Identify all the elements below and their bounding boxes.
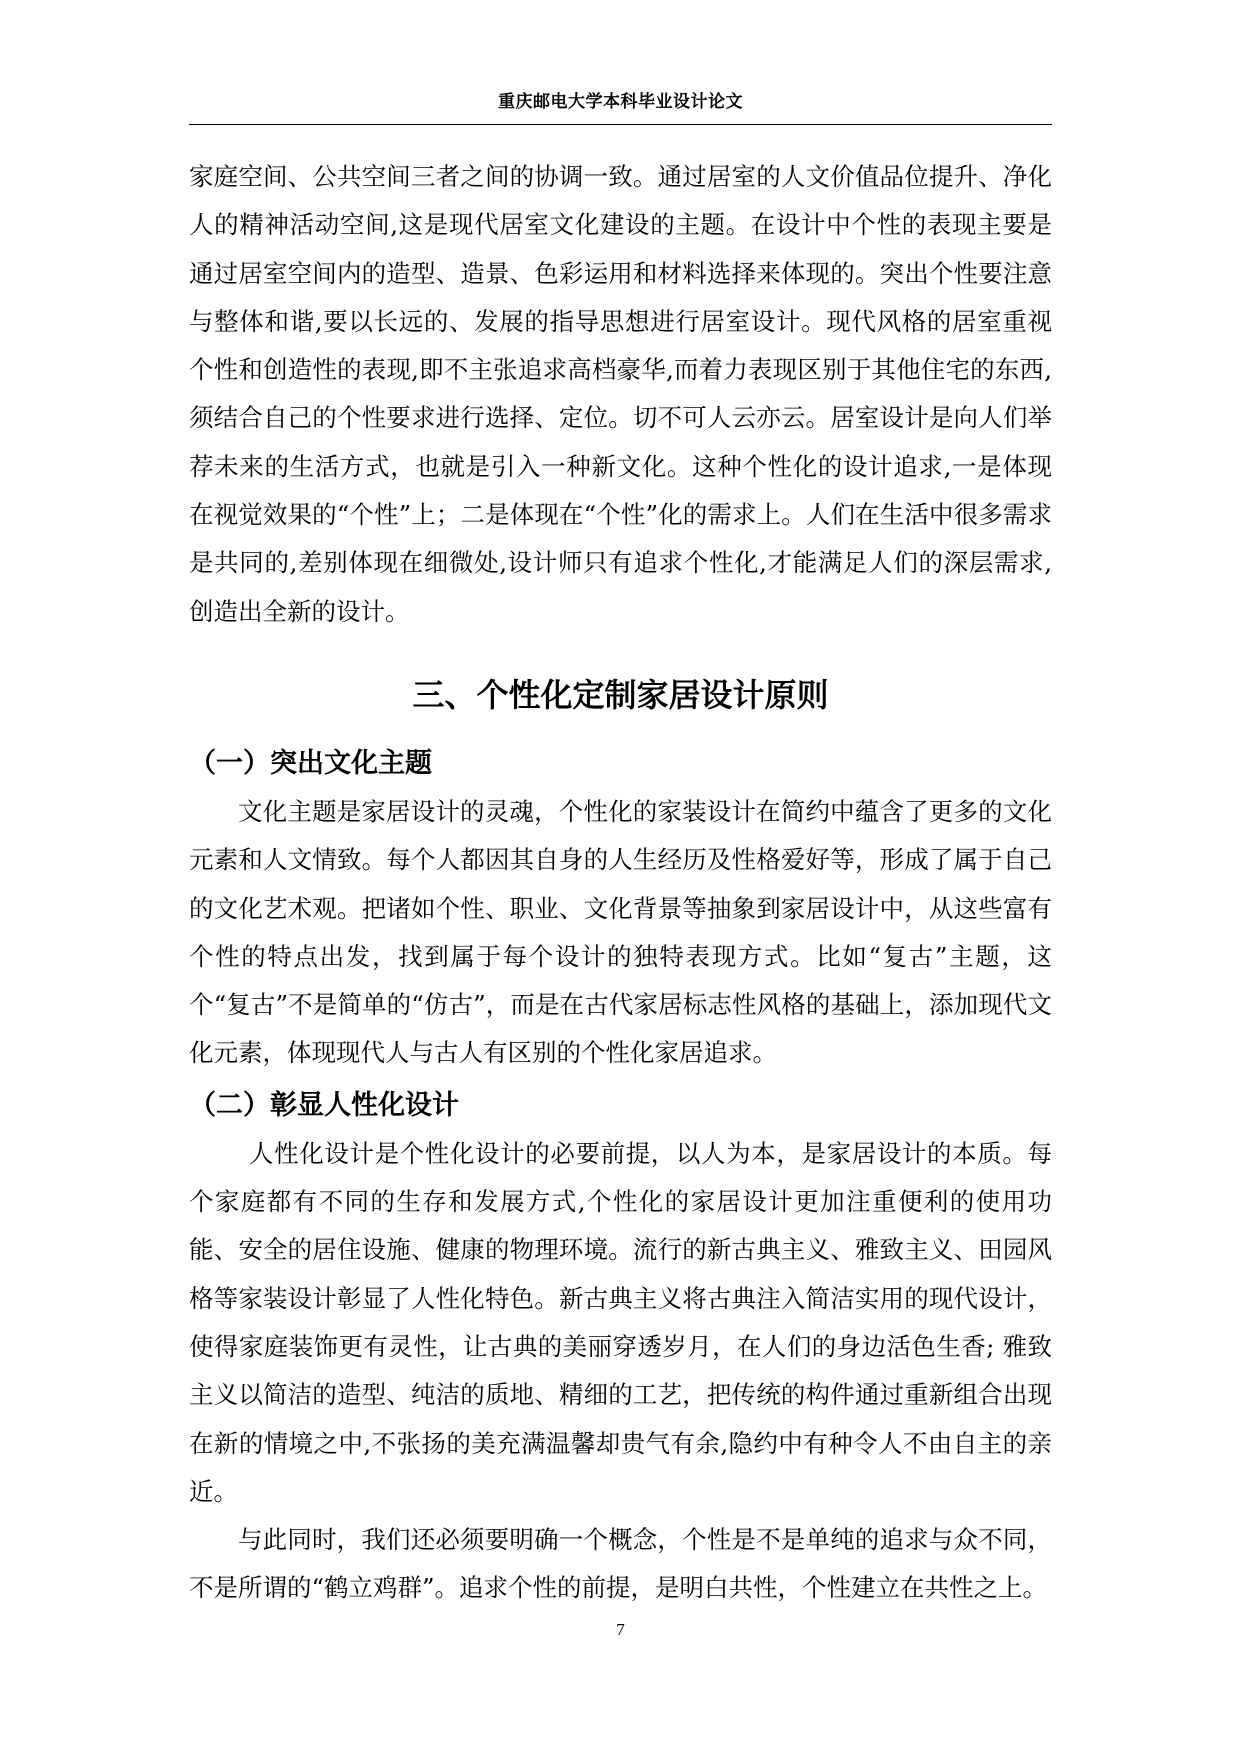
section-title-humanized: （二）彰显人性化设计	[189, 1089, 459, 1121]
page-body	[189, 153, 1052, 1613]
page-number: 7	[616, 1620, 625, 1639]
section-culture-paragraph: 文化主题是家居设计的灵魂，个性化的家装设计在简约中蕴含了更多的文化元素和人文情致。每个人都因其自身的人生经历及性格爱好等，形成了属于自己的文化艺术观。把诸如个性、职业、文化背景等抽象到家居设计中，从这些富有个性的特点出发，找到属于每个设计的独特表现方式。比如“复古”主题，这个“复古”不是简单的“仿古”，而是在古代家居标志性风格的基础上，添加现代文化元素，体现现代人与古人有区别的个性化家居追求。	[189, 796, 1052, 1068]
section-title-culture: （一）突出文化主题	[189, 747, 432, 779]
running-header: 重庆邮电大学本科毕业设计论文	[498, 92, 743, 112]
section-humanized-paragraph-1: 人性化设计是个性化设计的必要前提，以人为本，是家居设计的本质。每个家庭都有不同的生存和发展方式,个性化的家居设计更加注重便利的使用功能、安全的居住设施、健康的物理环境。流行的新古典主义、雅致主义、田园风格等家装设计彰显了人性化特色。新古典主义将古典注入简洁实用的现代设计，使得家庭装饰更有灵性，让古典的美丽穿透岁月，在人们的身边活色生香; 雅致主义以简洁的造型、纯洁的质地、精细的工艺，把传统的构件通过重新组合出现在新的情境之中,不张扬的美充满温馨却贵气有余,隐约中有种令人不由自主的亲近。	[189, 1138, 1052, 1506]
section-humanized-paragraph-2: 与此同时，我们还必须要明确一个概念，个性是不是单纯的追求与众不同，不是所谓的“鹤立鸡群”。追求个性的前提，是明白共性，个性建立在共性之上。	[189, 1525, 1052, 1603]
header-divider	[189, 124, 1052, 125]
chapter-title: 三、个性化定制家居设计原则	[412, 675, 829, 714]
intro-paragraph: 家庭空间、公共空间三者之间的协调一致。通过居室的人文价值品位提升、净化人的精神活动空间,这是现代居室文化建设的主题。在设计中个性的表现主要是通过居室空间内的造型、造景、色彩运用和材料选择来体现的。突出个性要注意与整体和谐,要以长远的、发展的指导思想进行居室设计。现代风格的居室重视个性和创造性的表现,即不主张追求高档豪华,而着力表现区别于其他住宅的东西,须结合自己的个性要求进行选择、定位。切不可人云亦云。居室设计是向人们举荐未来的生活方式，也就是引入一种新文化。这种个性化的设计追求,一是体现在视觉效果的“个性”上；二是体现在“个性”化的需求上。人们在生活中很多需求是共同的,差别体现在细微处,设计师只有追求个性化,才能满足人们的深层需求,创造出全新的设计。	[189, 162, 1052, 626]
